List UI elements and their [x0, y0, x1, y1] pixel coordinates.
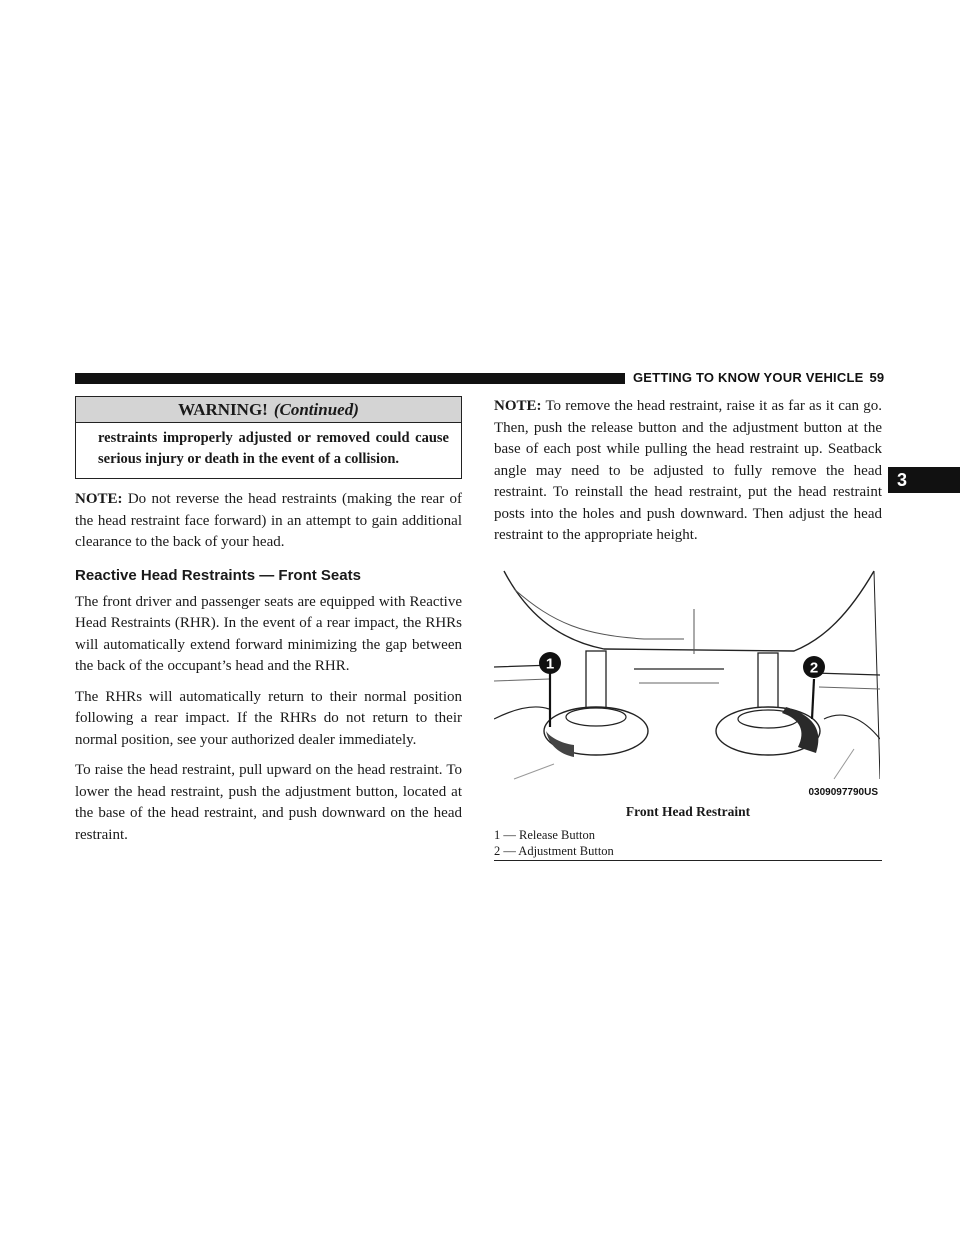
section-heading: Reactive Head Restraints — Front Seats: [75, 566, 361, 584]
note-paragraph-2: [494, 396, 882, 547]
header-rule: [75, 373, 625, 384]
figure-caption: Front Head Restraint: [625, 803, 751, 819]
figure-code: 0309097790US: [808, 786, 878, 798]
note-paragraph: [75, 489, 462, 554]
warning-header: [76, 397, 461, 423]
legend-item-release-button: 1 — Release Button: [494, 827, 596, 842]
figure-legend: [494, 827, 882, 861]
body-paragraph-2: The RHRs will automatically return to their normal position following a rear impact. If the RHRs do not return to their normal position, see your authorized dealer immediately.: [75, 688, 462, 748]
note-label: NOTE:: [75, 491, 123, 507]
left-column: [75, 396, 462, 846]
legend-item-adjustment-button: 2 — Adjustment Button: [494, 843, 882, 861]
running-header: [633, 368, 884, 388]
note-text: To remove the head restraint, raise it as far as it can go. Then, push the release button and the adjustment button at the base of each post while pulling the head restraint up. Seatback angle may need to be adjusted to fully remove the head restraint. To reinstall the head restraint, put the head restraint posts into the holes and push downward. Then adjust the head restraint to the appropriate height.: [494, 398, 882, 543]
note-label: NOTE:: [494, 398, 542, 414]
right-column: [494, 396, 882, 861]
warning-box: [75, 396, 462, 479]
note-text: Do not reverse the head restraints (making the rear of the head restraint face forward) in an attempt to gain additional clearance to the back of your head.: [75, 491, 462, 550]
page-number: 59: [869, 370, 885, 385]
warning-continued: (Continued): [273, 400, 359, 419]
head-restraint-illustration: [494, 569, 880, 799]
body-paragraph-1: The front driver and passenger seats are equipped with Reactive Head Restraints (RHR). In the event of a rear impact, the RHRs will automatically extend forward minimizing the gap between the back of the occupant’s head and the RHR.: [75, 593, 462, 674]
chapter-tab: 3: [888, 467, 960, 493]
callout-2-label: 2: [809, 659, 819, 676]
callout-2-leader: [812, 679, 814, 719]
callout-1-label: 1: [545, 655, 555, 672]
head-restraint-figure: [494, 569, 880, 799]
header-title: GETTING TO KNOW YOUR VEHICLE: [633, 370, 864, 385]
warning-text: restraints improperly adjusted or removed could cause serious injury or death in the event of a collision.: [98, 430, 449, 467]
body-paragraph-3: To raise the head restraint, pull upward on the head restraint. To lower the head restraint, push the adjustment button, located at the base of the head restraint, and push downward on the head restraint.: [75, 762, 462, 843]
warning-label: WARNING!: [178, 400, 268, 419]
